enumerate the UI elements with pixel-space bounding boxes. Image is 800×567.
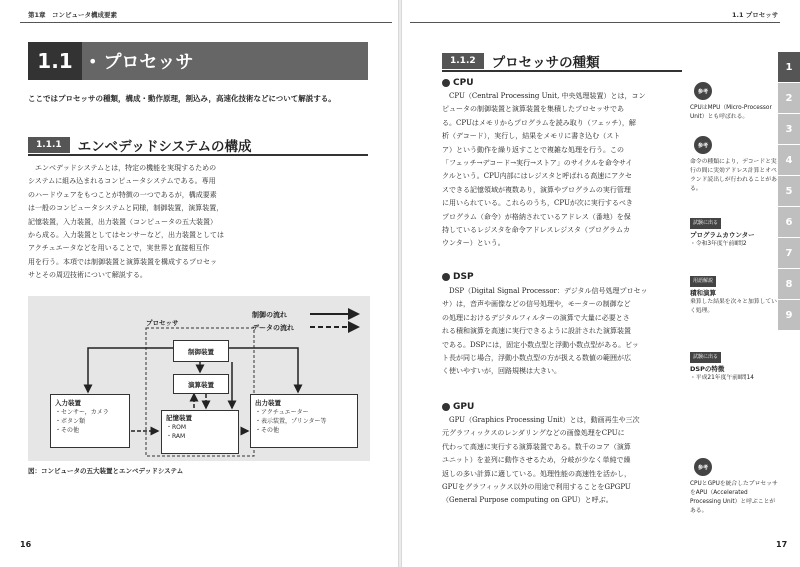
body-line: 元グラフィックスのレンダリングなどの画像処理をCPUに xyxy=(442,429,625,438)
body-line: ピュータの制御装置と演算装置を集積したプロセッサであ xyxy=(442,105,624,114)
memory-title: 記憶装置 xyxy=(166,414,192,422)
chapter-tabs xyxy=(778,52,800,331)
dsp-heading: DSP xyxy=(442,272,474,282)
exam-sub: ・令和3年度午前Ⅱ問2 xyxy=(690,241,747,247)
section-heading-1-1-2 xyxy=(442,52,682,72)
cpu-body xyxy=(442,90,682,251)
term-title: 積和演算 xyxy=(690,289,716,297)
body-line: 析（デコード），実行し，結果をメモリに書き込む（スト xyxy=(442,132,621,141)
body-line: CPU（Central Processing Unit, 中央処理装置）とは，コン xyxy=(442,92,646,100)
exam-title: プログラムカウンター xyxy=(690,231,755,239)
input-item: ・ボタン類 xyxy=(55,418,86,425)
body-line: GPU（Graphics Processing Unit）とは，動画再生や三次 xyxy=(442,416,640,424)
diagram-caption: 図：コンピュータの五大装置とエンベデッドシステム xyxy=(28,467,184,475)
side-note-ref3: CPUとGPUを統合したプロセッサをAPU（Accelerated Processing Unit）と呼ぶことがある。 xyxy=(690,481,778,514)
header-rule-right xyxy=(410,22,780,23)
body-line: く使いやすいが，回路規模は大きい。 xyxy=(442,367,561,376)
body-line: の処理におけるデジタルフィルターの演算で大量に必要とさ xyxy=(442,313,630,322)
running-header-left: 第1章 コンピュータ構成要素 xyxy=(28,11,118,19)
page-number-left: 16 xyxy=(20,540,32,549)
side-note-ref1: CPUはMPU（Micro-Processor Unit）とも呼ばれる。 xyxy=(690,105,772,120)
dsp-body xyxy=(442,285,682,379)
body-line: 「フェッチ→デコード→実行→ストア」のサイクルを命令サイ xyxy=(442,159,633,168)
left-page xyxy=(0,0,398,567)
chapter-tab-4[interactable]: 4 xyxy=(778,145,800,176)
cpu-heading: CPU xyxy=(442,78,474,88)
legend-data-flow: データの流れ xyxy=(252,324,294,332)
exam-title: DSPの特徴 xyxy=(690,365,725,373)
section-badge: 1.1.2 xyxy=(442,53,484,69)
side-note-exam1 xyxy=(690,218,778,249)
body-line: である。DSPには，固定小数点型と浮動小数点型がある。ビッ xyxy=(442,340,639,349)
term-body: 乗算した結果を次々と加算していく処理。 xyxy=(690,299,777,314)
control-unit-box: 制御装置 xyxy=(173,340,229,362)
bullet-icon xyxy=(442,79,450,87)
input-item: ・センサー，カメラ xyxy=(55,409,109,416)
chapter-title: プロセッサ xyxy=(103,52,194,73)
memory-item: ・ROM xyxy=(166,424,187,431)
body-line: は一般のコンピュータシステムと同様，制御装置，演算装置， xyxy=(28,204,224,213)
output-item: ・アクチュエーター xyxy=(255,409,309,416)
chapter-tab-3[interactable]: 3 xyxy=(778,114,800,145)
body-line: DSP（Digital Signal Processor：デジタル信号処理プロセッ xyxy=(442,287,648,295)
exam-tag: 試験に出る xyxy=(690,352,721,363)
body-line: 持しているレジスタを命令アドレスレジスタ（プログラムカ xyxy=(442,226,630,235)
bullet-icon xyxy=(442,273,450,281)
gpu-body xyxy=(442,414,682,508)
section-heading-1-1-1 xyxy=(28,136,368,156)
exam-tag: 試験に出る xyxy=(690,218,721,229)
chapter-tab-8[interactable]: 8 xyxy=(778,269,800,300)
exam-sub: ・平成21年度午前Ⅱ問14 xyxy=(690,375,754,381)
body-line: GPUをグラフィックス以外の用途で利用することをGPGPU xyxy=(442,483,631,492)
body-line: （General Purpose computing on GPU）と呼ぶ。 xyxy=(442,496,613,505)
body-line: のハードウェアをもつことが特徴の一つであるが，構成要素 xyxy=(28,190,217,199)
body-line: サ）は，音声や画像などの信号処理や，モーターの制御など xyxy=(442,300,631,309)
section-title: プロセッサの種類 xyxy=(491,55,600,71)
body-line: ウンター）という。 xyxy=(442,239,505,248)
term-tag: 用語解説 xyxy=(690,276,716,287)
body-line: ト長が同じ場合，浮動小数点型の方が扱える数値の範囲が広 xyxy=(442,354,631,363)
memory-item: ・RAM xyxy=(166,433,186,440)
chapter-tab-7[interactable]: 7 xyxy=(778,238,800,269)
page-number-right: 17 xyxy=(776,540,788,549)
body-line: ア）という動作を繰り返すことで複雑な処理を行う。この xyxy=(442,145,624,154)
body-line: プログラム（命令）が格納されているアドレス（番地）を保 xyxy=(442,212,631,221)
reference-note-icon: 参考 xyxy=(694,136,712,154)
reference-note-icon: 参考 xyxy=(694,458,712,476)
chapter-number: 1.1 xyxy=(28,42,82,80)
processor-label: プロセッサ xyxy=(146,319,179,327)
reference-note-icon: 参考 xyxy=(694,82,712,100)
header-rule-left xyxy=(20,22,392,23)
chapter-banner xyxy=(28,42,368,80)
chapter-dot: • xyxy=(88,51,98,71)
output-device-box xyxy=(250,394,358,448)
input-title: 入力装置 xyxy=(55,399,81,407)
side-note-ref2: 命令の種類により，デコードと実行の間に実効アドレス計算とオペランド読出しが行われることがある。 xyxy=(690,159,777,192)
section-badge: 1.1.1 xyxy=(28,137,70,153)
chapter-tab-1[interactable]: 1 xyxy=(778,52,800,83)
body-line: れる積和演算を高速に実行できるように設計された演算装置 xyxy=(442,327,631,336)
chapter-intro: ここではプロセッサの種類，構成・動作原理，割込み，高速化技術などについて解説する。 xyxy=(28,94,336,103)
body-line: システムに組み込まれるコンピュータシステムである。専用 xyxy=(28,177,216,186)
body-line: クルという。CPU内部にはレジスタと呼ばれる高速にアクセ xyxy=(442,172,633,181)
output-item: ・その他 xyxy=(255,427,280,434)
body-line: 記憶装置，入力装置，出力装置（コンピュータの五大装置） xyxy=(28,217,217,226)
chapter-tab-9[interactable]: 9 xyxy=(778,300,800,331)
side-note-term xyxy=(690,276,778,316)
input-item: ・その他 xyxy=(55,427,80,434)
input-device-box xyxy=(50,394,130,448)
chapter-tab-6[interactable]: 6 xyxy=(778,207,800,238)
five-units-diagram xyxy=(28,296,370,461)
body-line: る。CPUはメモリからプログラムを読み取り（フェッチ），解 xyxy=(442,118,636,127)
body-line: エンベデッドシステムとは，特定の機能を実現するための xyxy=(28,164,217,172)
body-line: 用を行う。本項では制御装置と演算装置を構成するプロセッ xyxy=(28,257,217,266)
chapter-tab-5[interactable]: 5 xyxy=(778,176,800,207)
body-line: から成る。入力装置としてはセンサーなど，出力装置としては xyxy=(28,231,224,240)
body-line: アクチュエータなどを用いることで，実世界と直接相互作 xyxy=(28,244,210,253)
section-1-1-1-body xyxy=(28,162,368,283)
body-line: に用いられている。これらのうち，CPUが次に実行するべき xyxy=(442,199,633,208)
output-item: ・表示装置，プリンター等 xyxy=(255,418,327,425)
legend-control-flow: 制御の流れ xyxy=(252,311,287,319)
section-title: エンベデッドシステムの構成 xyxy=(77,139,252,155)
alu-box: 演算装置 xyxy=(173,374,229,394)
body-line: 代わって高速に実行する演算装置である。数千のコア（演算 xyxy=(442,442,631,451)
side-note-exam2 xyxy=(690,352,778,383)
running-header-right: 1.1 プロセッサ xyxy=(732,11,779,19)
body-line: サとその周辺技術について解説する。 xyxy=(28,271,147,280)
bullet-icon xyxy=(442,403,450,411)
memory-box xyxy=(161,410,239,454)
gpu-heading: GPU xyxy=(442,402,474,412)
body-line: ユニット）を並列に動作させるため，分岐が少なく単純で繰 xyxy=(442,456,631,465)
output-title: 出力装置 xyxy=(255,399,281,407)
body-line: スできる記憶領域が複数あり，演算やプログラムの実行管理 xyxy=(442,185,631,194)
body-line: 返しの多い計算に適している。処理性能の高速性を活かし， xyxy=(442,469,631,478)
chapter-tab-2[interactable]: 2 xyxy=(778,83,800,114)
